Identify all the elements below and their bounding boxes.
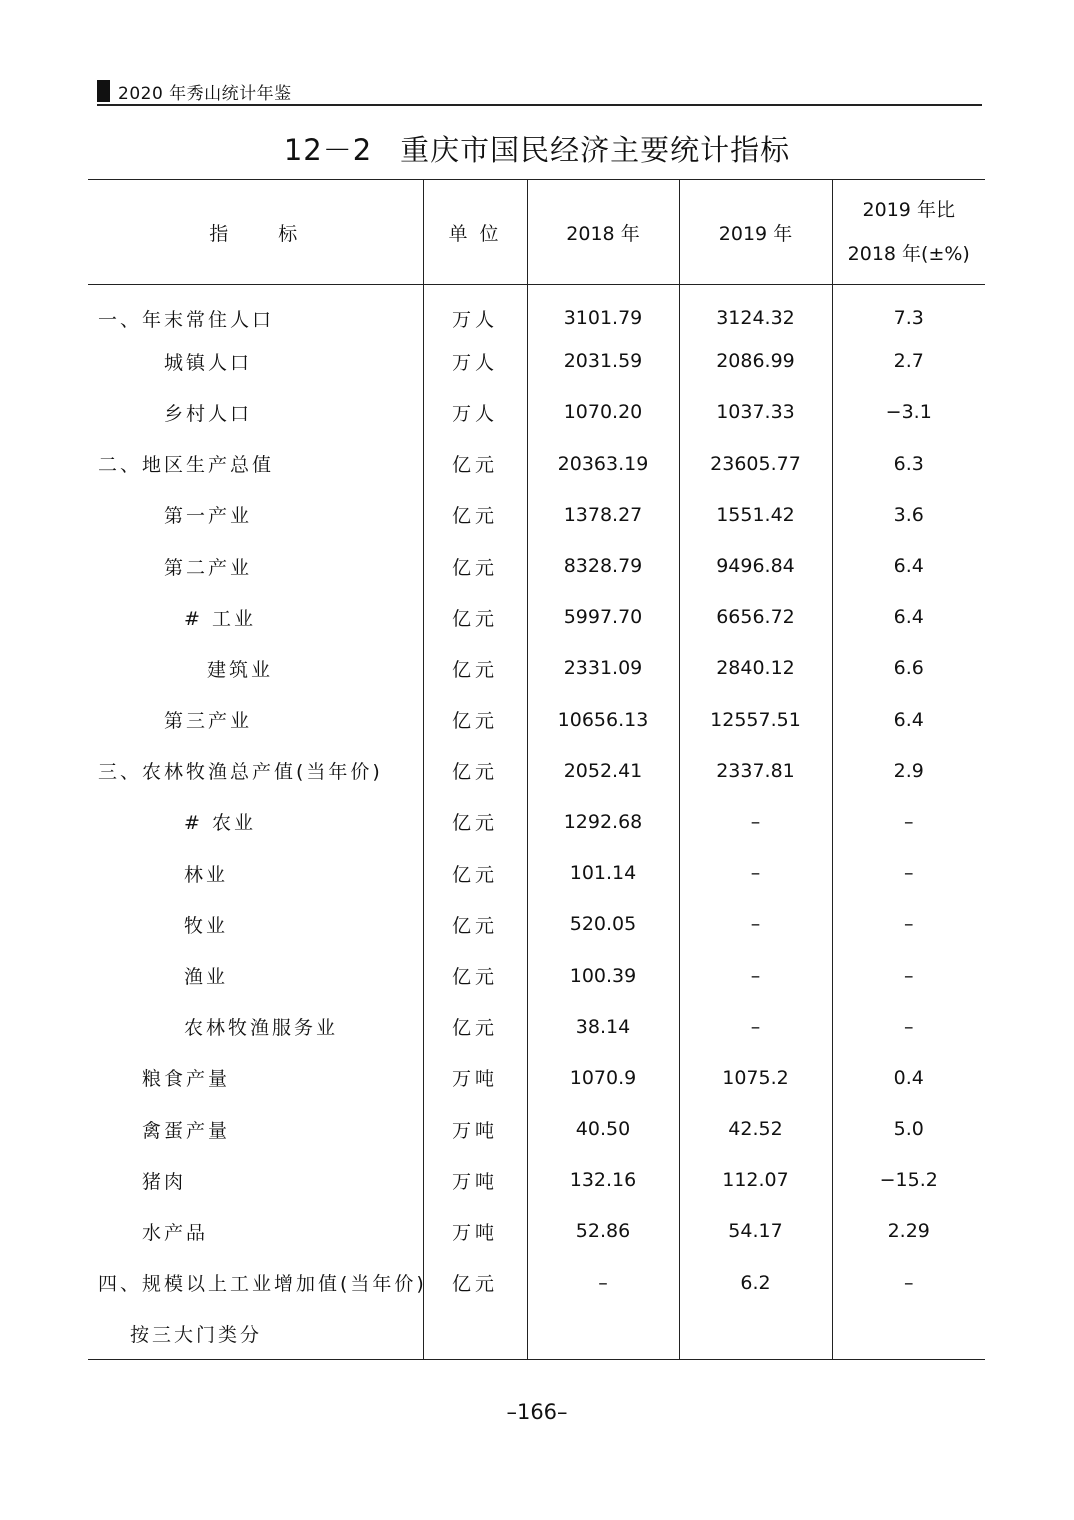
row-indicator-cell: # 工业 [184,607,256,630]
row-2019-cell: 6.2 [679,1257,832,1308]
row-2018-cell: 132.16 [527,1155,679,1206]
row-change-cell: – [832,1001,985,1052]
row-2019-cell: – [679,796,832,847]
running-head [97,78,982,106]
row-unit-cell: 亿元 [423,1257,527,1308]
row-2019-cell: 6656.72 [679,592,832,643]
row-2018-cell [527,1308,679,1359]
table-row [88,643,985,694]
row-change-cell: 7.3 [832,285,985,336]
row-2018-cell: 2052.41 [527,745,679,796]
row-unit-cell: 亿元 [423,694,527,745]
row-2019-cell: – [679,848,832,899]
row-indicator-cell: 第三产业 [164,710,253,733]
row-2018-cell: 10656.13 [527,694,679,745]
row-indicator-cell: 农林牧渔服务业 [184,1017,339,1040]
table-row [88,899,985,950]
row-2018-cell: 40.50 [527,1104,679,1155]
table-row [88,796,985,847]
row-change-cell: – [832,1257,985,1308]
row-indicator-cell: 四、规模以上工业增加值(当年价) [98,1273,427,1296]
row-indicator-cell: 第二产业 [164,556,253,579]
table-row [88,438,985,489]
header-indicator-label: 指 标 [209,222,302,245]
table-row [88,285,985,336]
row-unit-cell: 万人 [423,285,527,336]
running-head-text: 2020 年秀山统计年鉴 [118,83,292,104]
row-indicator-cell: 牧业 [184,914,229,937]
table-row [88,1257,985,1308]
row-2019-cell: 9496.84 [679,540,832,591]
row-unit-cell: 亿元 [423,745,527,796]
row-2018-cell: 20363.19 [527,438,679,489]
row-change-cell: 0.4 [832,1052,985,1103]
table-row [88,1052,985,1103]
row-2018-cell: 1070.20 [527,387,679,438]
header-2019 [679,180,832,285]
table-row [88,1104,985,1155]
row-change-cell: −15.2 [832,1155,985,1206]
row-2019-cell: 2086.99 [679,336,832,387]
row-change-cell: 2.7 [832,336,985,387]
header-2019-label: 2019 年 [718,222,793,245]
row-2018-cell: 38.14 [527,1001,679,1052]
row-indicator-cell: 水产品 [142,1221,209,1244]
row-unit-cell: 亿元 [423,950,527,1001]
row-indicator-cell: 第一产业 [164,505,253,528]
row-unit-cell: 万吨 [423,1052,527,1103]
row-unit-cell: 亿元 [423,643,527,694]
table-row [88,387,985,438]
row-2019-cell: 2840.12 [679,643,832,694]
row-2018-cell: 1378.27 [527,489,679,540]
row-2019-cell: 42.52 [679,1104,832,1155]
table-row [88,592,985,643]
row-indicator-cell: 猪肉 [142,1170,187,1193]
row-indicator-cell: # 农业 [184,812,256,835]
row-unit-cell: 亿元 [423,592,527,643]
row-2018-cell: 100.39 [527,950,679,1001]
row-unit-cell: 万人 [423,387,527,438]
row-indicator-cell: 三、农林牧渔总产值(当年价) [98,761,383,784]
table-row [88,745,985,796]
row-indicator-cell: 按三大门类分 [88,1308,423,1359]
row-2019-cell: – [679,1001,832,1052]
row-unit-cell: 万吨 [423,1155,527,1206]
header-2018 [527,180,679,285]
table-number: 12－2 [283,133,373,167]
row-2018-cell: 520.05 [527,899,679,950]
row-2018-cell: 8328.79 [527,540,679,591]
row-2019-cell: 12557.51 [679,694,832,745]
row-2019-cell: 23605.77 [679,438,832,489]
row-change-cell: – [832,848,985,899]
row-change-cell: – [832,796,985,847]
row-indicator-cell: 林业 [184,863,229,886]
running-head-marker [97,80,110,102]
header-2018-label: 2018 年 [566,222,640,245]
row-2018-cell: 1070.9 [527,1052,679,1103]
row-unit-cell [423,1308,527,1359]
table-row [88,1206,985,1257]
row-change-cell: – [832,950,985,1001]
header-change [832,180,985,285]
row-change-cell: −3.1 [832,387,985,438]
row-2019-cell: – [679,950,832,1001]
table-title [0,128,1074,169]
row-unit-cell: 亿元 [423,848,527,899]
row-indicator-cell: 渔业 [184,966,229,989]
header-unit [423,180,527,285]
row-indicator-cell: 乡村人口 [164,402,253,425]
row-2018-cell: – [527,1257,679,1308]
row-change-cell: 6.6 [832,643,985,694]
row-2019-cell: 2337.81 [679,745,832,796]
row-2019-cell: 1037.33 [679,387,832,438]
table-row [88,694,985,745]
table-row [88,489,985,540]
table-row [88,950,985,1001]
row-2018-cell: 2031.59 [527,336,679,387]
row-indicator-cell: 城镇人口 [164,351,253,374]
table-row [88,336,985,387]
row-change-cell: 3.6 [832,489,985,540]
row-2019-cell: 54.17 [679,1206,832,1257]
table-header-row [88,180,985,285]
row-unit-cell: 万吨 [423,1206,527,1257]
row-change-cell [832,1308,985,1359]
row-2019-cell: 3124.32 [679,285,832,336]
row-indicator-cell: 建筑业 [207,658,274,681]
header-unit-label: 单 位 [448,222,502,245]
row-unit-cell: 亿元 [423,540,527,591]
row-unit-cell: 亿元 [423,899,527,950]
row-2018-cell: 3101.79 [527,285,679,336]
row-2018-cell: 1292.68 [527,796,679,847]
row-indicator-cell: 二、地区生产总值 [98,454,275,477]
row-change-cell: 2.29 [832,1206,985,1257]
row-change-cell: – [832,899,985,950]
row-unit-cell: 亿元 [423,489,527,540]
row-change-cell: 2.9 [832,745,985,796]
header-indicator [88,180,423,285]
table-row [88,1001,985,1052]
table-row [88,540,985,591]
row-indicator-cell: 粮食产量 [142,1068,231,1091]
row-unit-cell: 万吨 [423,1104,527,1155]
row-2018-cell: 5997.70 [527,592,679,643]
table-row [88,848,985,899]
row-change-cell: 6.3 [832,438,985,489]
statistics-table [88,179,985,1360]
header-change-line2: 2018 年(±%) [847,243,970,265]
header-change-line1: 2019 年比 [862,199,955,221]
row-2019-cell [679,1308,832,1359]
row-change-cell: 6.4 [832,592,985,643]
page-number: –166– [506,1400,568,1424]
table-row [88,1155,985,1206]
row-unit-cell: 亿元 [423,796,527,847]
row-indicator-cell: 一、年末常住人口 [98,308,275,331]
row-change-cell: 6.4 [832,540,985,591]
row-2019-cell: 112.07 [679,1155,832,1206]
row-change-cell: 5.0 [832,1104,985,1155]
table-title-text: 重庆市国民经济主要统计指标 [400,133,791,167]
row-2019-cell: 1075.2 [679,1052,832,1103]
row-unit-cell: 亿元 [423,438,527,489]
table-row [88,1308,985,1359]
row-2019-cell: 1551.42 [679,489,832,540]
row-change-cell: 6.4 [832,694,985,745]
row-2018-cell: 101.14 [527,848,679,899]
row-2019-cell: – [679,899,832,950]
row-unit-cell: 万人 [423,336,527,387]
row-unit-cell: 亿元 [423,1001,527,1052]
row-2018-cell: 2331.09 [527,643,679,694]
row-indicator-cell: 禽蛋产量 [142,1119,231,1142]
row-2018-cell: 52.86 [527,1206,679,1257]
